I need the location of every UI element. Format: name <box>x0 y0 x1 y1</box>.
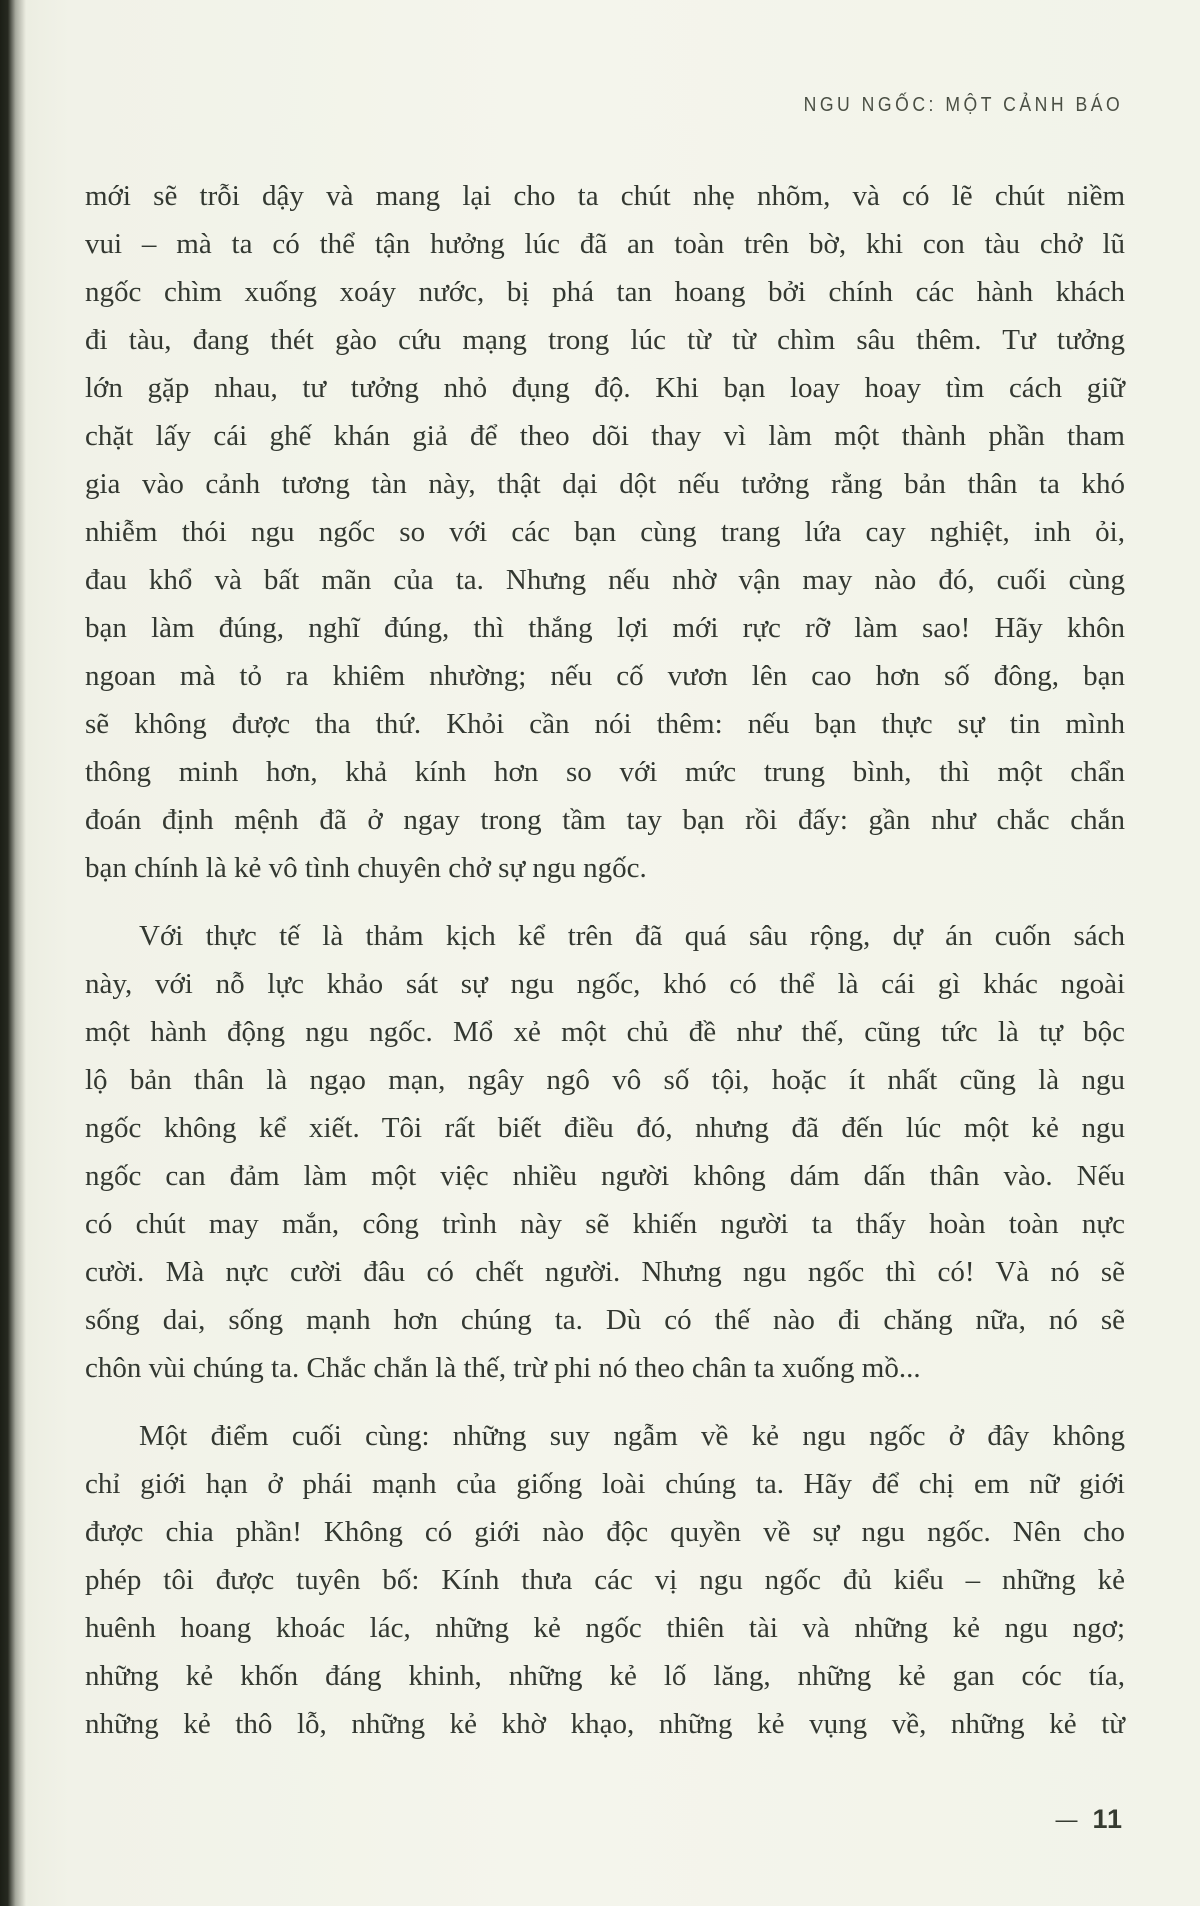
text-line: ngốc chìm xuống xoáy nước, bị phá tan hoang bởi chính các hành khách <box>85 276 1125 308</box>
text-line: một hành động ngu ngốc. Mổ xẻ một chủ đề như thế, cũng tức là tự bộc <box>85 1016 1125 1048</box>
text-line: chặt lấy cái ghế khán giả để theo dõi thay vì làm một thành phần tham <box>85 420 1125 452</box>
text-line: chỉ giới hạn ở phái mạnh của giống loài chúng ta. Hãy để chị em nữ giới <box>85 1468 1125 1500</box>
text-line: vui – mà ta có thể tận hưởng lúc đã an toàn trên bờ, khi con tàu chở lũ <box>85 228 1125 260</box>
text-line: phép tôi được tuyên bố: Kính thưa các vị ngu ngốc đủ kiểu – những kẻ <box>85 1564 1125 1596</box>
text-line: có chút may mắn, công trình này sẽ khiến người ta thấy hoàn toàn nực <box>85 1208 1125 1240</box>
text-line: lộ bản thân là ngạo mạn, ngây ngô vô số tội, hoặc ít nhất cũng là ngu <box>85 1064 1125 1096</box>
text-line: nhiễm thói ngu ngốc so với các bạn cùng trang lứa cay nghiệt, inh ỏi, <box>85 516 1125 548</box>
text-line: thông minh hơn, khả kính hơn so với mức trung bình, thì một chẩn <box>85 756 1125 788</box>
text-line: cười. Mà nực cười đâu có chết người. Nhưng ngu ngốc thì có! Và nó sẽ <box>85 1256 1125 1288</box>
text-line: bạn chính là kẻ vô tình chuyên chở sự ngu ngốc. <box>85 852 647 884</box>
text-line: huênh hoang khoác lác, những kẻ ngốc thiên tài và những kẻ ngu ngơ; <box>85 1612 1125 1644</box>
text-line: bạn làm đúng, nghĩ đúng, thì thắng lợi mới rực rỡ làm sao! Hãy khôn <box>85 612 1125 644</box>
text-line: những kẻ thô lỗ, những kẻ khờ khạo, những kẻ vụng về, những kẻ từ <box>85 1708 1125 1740</box>
page-footer <box>1055 1806 1123 1833</box>
text-line: gia vào cảnh tương tàn này, thật dại dột nếu tưởng rằng bản thân ta khó <box>85 468 1125 500</box>
footer-dash: — <box>1055 1806 1078 1832</box>
text-line: sẽ không được tha thứ. Khỏi cần nói thêm: nếu bạn thực sự tin mình <box>85 708 1125 740</box>
text-line: ngoan mà tỏ ra khiêm nhường; nếu cố vươn lên cao hơn số đông, bạn <box>85 660 1125 692</box>
page-number: 11 <box>1092 1804 1123 1834</box>
paragraph <box>85 1412 1125 1748</box>
paragraph <box>85 172 1125 892</box>
text-line: sống dai, sống mạnh hơn chúng ta. Dù có thế nào đi chăng nữa, nó sẽ <box>85 1304 1125 1336</box>
text-line: mới sẽ trỗi dậy và mang lại cho ta chút nhẹ nhõm, và có lẽ chút niềm <box>85 180 1125 212</box>
text-line: đoán định mệnh đã ở ngay trong tầm tay bạn rồi đấy: gần như chắc chắn <box>85 804 1125 836</box>
text-line: đi tàu, đang thét gào cứu mạng trong lúc từ từ chìm sâu thêm. Tư tưởng <box>85 324 1125 356</box>
text-line: ngốc không kể xiết. Tôi rất biết điều đó, nhưng đã đến lúc một kẻ ngu <box>85 1112 1125 1144</box>
text-line: chôn vùi chúng ta. Chắc chắn là thế, trừ phi nó theo chân ta xuống mồ... <box>85 1352 921 1384</box>
text-line: những kẻ khốn đáng khinh, những kẻ lố lăng, những kẻ gan cóc tía, <box>85 1660 1125 1692</box>
text-line: đau khổ và bất mãn của ta. Nhưng nếu nhờ vận may nào đó, cuối cùng <box>85 564 1125 596</box>
text-line: ngốc can đảm làm một việc nhiều người không dám dấn thân vào. Nếu <box>85 1160 1125 1192</box>
text-line: được chia phần! Không có giới nào độc quyền về sự ngu ngốc. Nên cho <box>85 1516 1125 1548</box>
text-line: Với thực tế là thảm kịch kể trên đã quá sâu rộng, dự án cuốn sách <box>139 920 1125 952</box>
text-line: này, với nỗ lực khảo sát sự ngu ngốc, khó có thể là cái gì khác ngoài <box>85 968 1125 1000</box>
running-header-title: NGU NGỐC: MỘT CẢNH BÁO <box>803 94 1123 116</box>
paragraph <box>85 912 1125 1392</box>
page-gutter-shadow <box>0 0 26 1906</box>
body-text <box>85 172 1125 1748</box>
text-line: Một điểm cuối cùng: những suy ngẫm về kẻ ngu ngốc ở đây không <box>139 1420 1125 1452</box>
text-line: lớn gặp nhau, tư tưởng nhỏ đụng độ. Khi bạn loay hoay tìm cách giữ <box>85 372 1125 404</box>
